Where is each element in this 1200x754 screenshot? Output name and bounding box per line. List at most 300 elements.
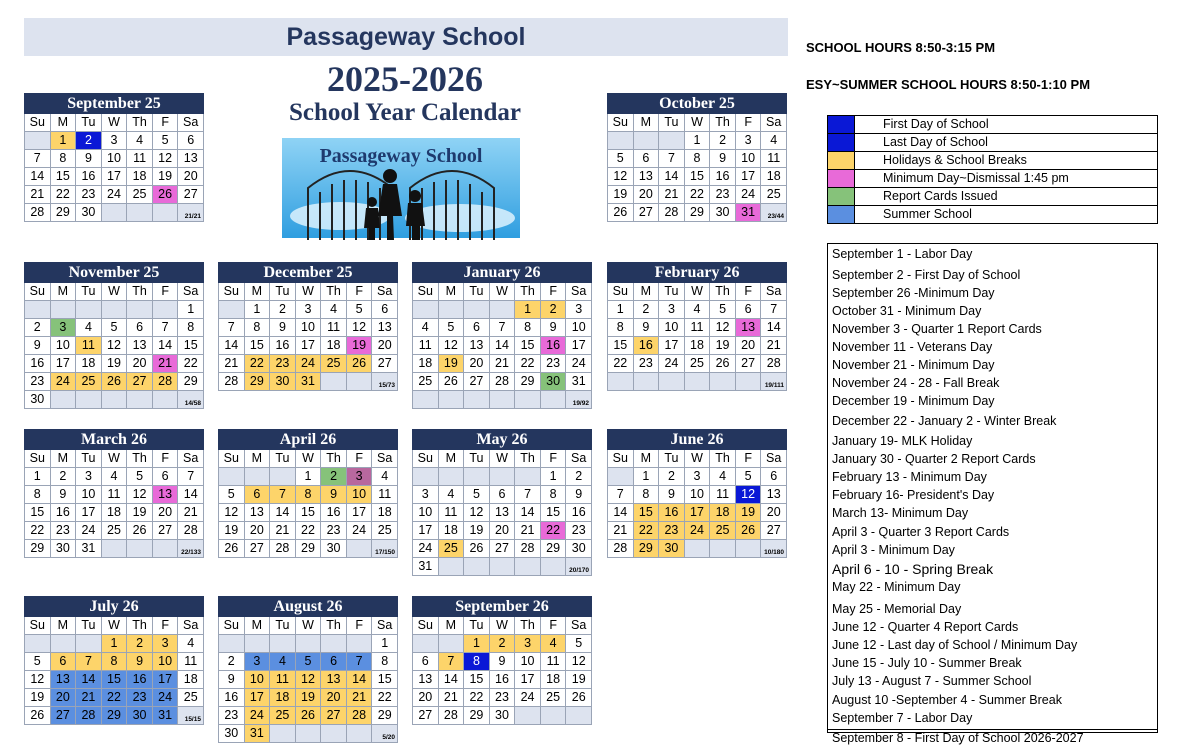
empty-cell: [710, 373, 735, 390]
day-count: 15/73: [378, 382, 395, 389]
weekday-header: W: [296, 450, 321, 467]
event-item: May 25 - Memorial Day: [832, 602, 962, 616]
day-cell: 25: [761, 186, 786, 203]
day-cell: 27: [321, 707, 346, 724]
empty-cell: [608, 373, 633, 390]
event-item: October 31 - Minimum Day: [832, 304, 982, 318]
empty-cell: [245, 468, 270, 485]
day-cell: 17: [245, 689, 270, 706]
school-name: Passageway School: [286, 22, 526, 51]
school-logo: [280, 136, 522, 244]
event-item: November 11 - Veterans Day: [832, 340, 993, 354]
empty-cell: [541, 707, 566, 724]
weekday-header: Su: [219, 617, 244, 634]
day-cell: 28: [270, 540, 295, 557]
day-cell: 13: [153, 486, 178, 503]
day-cell: 2: [76, 132, 101, 149]
event-item: June 15 - July 10 - Summer Break: [832, 656, 1022, 670]
school-hours: SCHOOL HOURS 8:50-3:15 PM: [806, 40, 996, 55]
day-cell: 14: [515, 504, 540, 521]
day-cell: 1: [372, 635, 397, 652]
weekday-header: Sa: [372, 617, 397, 634]
day-cell: 21: [347, 689, 372, 706]
day-cell: 12: [127, 486, 152, 503]
day-cell: 11: [761, 150, 786, 167]
day-cell: 29: [296, 540, 321, 557]
day-cell: 15: [178, 337, 203, 354]
empty-cell: [245, 635, 270, 652]
weekday-header: Th: [515, 450, 540, 467]
empty-cell: [541, 391, 566, 408]
day-count: 5/20: [382, 734, 395, 741]
weekday-header: M: [439, 617, 464, 634]
day-cell: 3: [245, 653, 270, 670]
day-cell: 24: [685, 522, 710, 539]
day-cell: 14: [219, 337, 244, 354]
day-cell: 19: [102, 355, 127, 372]
legend-label: Summer School: [883, 207, 972, 221]
day-cell: 16: [270, 337, 295, 354]
empty-cell: [490, 301, 515, 318]
day-cell: 19: [464, 522, 489, 539]
weekday-header: F: [541, 617, 566, 634]
day-cell: 19: [736, 504, 761, 521]
day-cell: 24: [296, 355, 321, 372]
day-cell: 20: [490, 522, 515, 539]
day-cell: 10: [51, 337, 76, 354]
legend-row: [828, 206, 1157, 223]
day-cell: 18: [102, 504, 127, 521]
weekday-header: Th: [515, 283, 540, 300]
day-cell: 7: [76, 653, 101, 670]
day-cell: 24: [515, 689, 540, 706]
month-grid: [24, 283, 204, 409]
legend-swatch: [828, 134, 855, 151]
day-cell: 2: [634, 301, 659, 318]
day-cell: 1: [245, 301, 270, 318]
empty-cell: [270, 468, 295, 485]
legend-row: [828, 152, 1157, 170]
day-cell: 30: [321, 540, 346, 557]
day-cell: 17: [153, 671, 178, 688]
empty-cell: [102, 391, 127, 408]
day-cell: 11: [413, 337, 438, 354]
day-cell: 21: [153, 355, 178, 372]
day-cell: 15: [51, 168, 76, 185]
weekday-header: Th: [710, 114, 735, 131]
empty-cell: [127, 391, 152, 408]
empty-cell: [413, 301, 438, 318]
day-cell: 16: [490, 671, 515, 688]
day-cell: 28: [490, 373, 515, 390]
day-cell: 2: [659, 468, 684, 485]
day-cell: 12: [736, 486, 761, 503]
event-item: May 22 - Minimum Day: [832, 580, 961, 594]
legend-swatch: [828, 188, 855, 205]
day-cell: 22: [178, 355, 203, 372]
event-item: September 8 - First Day of School 2026-2027: [832, 731, 1084, 745]
day-cell: 5: [102, 319, 127, 336]
day-cell: 17: [413, 522, 438, 539]
day-cell: 23: [634, 355, 659, 372]
weekday-header: Tu: [659, 283, 684, 300]
day-cell: 17: [296, 337, 321, 354]
day-cell: 16: [541, 337, 566, 354]
day-cell: 30: [566, 540, 591, 557]
event-item: September 1 - Labor Day: [832, 247, 973, 261]
day-cell: 3: [51, 319, 76, 336]
day-cell: 13: [464, 337, 489, 354]
day-cell: 24: [347, 522, 372, 539]
month-title: June 26: [607, 429, 787, 450]
day-cell: 26: [219, 540, 244, 557]
event-item: February 16- President's Day: [832, 488, 995, 502]
weekday-header: Th: [127, 114, 152, 131]
day-cell: 9: [321, 486, 346, 503]
day-cell: 26: [127, 522, 152, 539]
day-cell: 8: [608, 319, 633, 336]
day-cell: 19: [347, 337, 372, 354]
day-cell: 16: [566, 504, 591, 521]
weekday-header: F: [153, 283, 178, 300]
event-item: December 19 - Minimum Day: [832, 394, 995, 408]
weekday-header: W: [685, 114, 710, 131]
day-cell: 12: [566, 653, 591, 670]
empty-cell: [347, 635, 372, 652]
empty-cell: [321, 373, 346, 390]
day-cell: 3: [76, 468, 101, 485]
day-cell: 27: [736, 355, 761, 372]
empty-cell: [127, 301, 152, 318]
empty-cell: [347, 373, 372, 390]
day-cell: 22: [51, 186, 76, 203]
day-cell: 16: [25, 355, 50, 372]
day-cell: 5: [153, 132, 178, 149]
month-grid: [412, 450, 592, 576]
day-cell: 2: [566, 468, 591, 485]
empty-cell: [490, 468, 515, 485]
day-cell: 26: [736, 522, 761, 539]
empty-cell: [515, 391, 540, 408]
empty-cell: [608, 132, 633, 149]
day-cell: 3: [685, 468, 710, 485]
day-cell: 1: [515, 301, 540, 318]
day-cell: 19: [439, 355, 464, 372]
event-item: January 19- MLK Holiday: [832, 434, 973, 448]
day-cell: 23: [25, 373, 50, 390]
day-cell: 21: [659, 186, 684, 203]
empty-cell: [685, 373, 710, 390]
day-cell: 12: [347, 319, 372, 336]
day-cell: 14: [659, 168, 684, 185]
day-cell: 23: [270, 355, 295, 372]
month-grid: [412, 617, 592, 725]
day-cell: 13: [321, 671, 346, 688]
event-item: September 26 -Minimum Day: [832, 286, 995, 300]
day-cell: 25: [178, 689, 203, 706]
day-cell: 6: [127, 319, 152, 336]
weekday-header: Th: [127, 617, 152, 634]
weekday-header: Su: [25, 617, 50, 634]
day-cell: 13: [634, 168, 659, 185]
day-cell: 10: [566, 319, 591, 336]
weekday-header: W: [102, 114, 127, 131]
day-cell: 16: [321, 504, 346, 521]
month-8: [218, 429, 398, 558]
month-title: May 26: [412, 429, 592, 450]
day-cell: 20: [372, 337, 397, 354]
day-count: 22/133: [181, 549, 201, 556]
empty-cell: [178, 540, 203, 557]
day-cell: 22: [515, 355, 540, 372]
day-cell: 11: [372, 486, 397, 503]
day-count: 19/92: [572, 400, 589, 407]
empty-cell: [296, 635, 321, 652]
calendar-subtitle: School Year Calendar: [289, 99, 521, 126]
day-cell: 25: [541, 689, 566, 706]
weekday-header: Su: [25, 283, 50, 300]
weekday-header: F: [736, 450, 761, 467]
weekday-header: Sa: [178, 450, 203, 467]
legend-swatch: [828, 152, 855, 169]
legend: [827, 115, 1158, 224]
day-cell: 10: [102, 150, 127, 167]
month-title: October 25: [607, 93, 787, 114]
weekday-header: Su: [25, 114, 50, 131]
day-cell: 29: [245, 373, 270, 390]
day-cell: 13: [413, 671, 438, 688]
empty-cell: [270, 635, 295, 652]
day-cell: 10: [515, 653, 540, 670]
legend-row: [828, 188, 1157, 206]
empty-cell: [127, 204, 152, 221]
weekday-header: Tu: [464, 450, 489, 467]
empty-cell: [439, 635, 464, 652]
day-cell: 25: [127, 186, 152, 203]
weekday-header: F: [153, 114, 178, 131]
day-cell: 23: [490, 689, 515, 706]
day-cell: 16: [219, 689, 244, 706]
day-cell: 15: [515, 337, 540, 354]
weekday-header: Su: [413, 283, 438, 300]
empty-cell: [566, 558, 591, 575]
empty-cell: [541, 558, 566, 575]
weekday-header: W: [685, 450, 710, 467]
month-4: [218, 262, 398, 391]
day-cell: 8: [372, 653, 397, 670]
day-cell: 2: [541, 301, 566, 318]
day-cell: 28: [439, 707, 464, 724]
day-cell: 15: [634, 504, 659, 521]
weekday-header: Su: [608, 283, 633, 300]
day-cell: 9: [219, 671, 244, 688]
day-cell: 30: [490, 707, 515, 724]
day-cell: 3: [413, 486, 438, 503]
day-cell: 14: [761, 319, 786, 336]
event-item: November 24 - 28 - Fall Break: [832, 376, 1000, 390]
day-cell: 9: [270, 319, 295, 336]
day-cell: 18: [127, 168, 152, 185]
day-cell: 23: [659, 522, 684, 539]
day-cell: 27: [127, 373, 152, 390]
day-cell: 23: [51, 522, 76, 539]
weekday-header: M: [245, 617, 270, 634]
day-cell: 14: [178, 486, 203, 503]
day-count: 15/15: [184, 716, 201, 723]
month-title: February 26: [607, 262, 787, 283]
empty-cell: [439, 301, 464, 318]
day-cell: 5: [219, 486, 244, 503]
day-cell: 20: [321, 689, 346, 706]
day-cell: 24: [245, 707, 270, 724]
day-cell: 13: [245, 504, 270, 521]
day-cell: 1: [25, 468, 50, 485]
day-cell: 14: [347, 671, 372, 688]
day-cell: 12: [153, 150, 178, 167]
day-cell: 10: [245, 671, 270, 688]
day-cell: 17: [736, 168, 761, 185]
weekday-header: W: [685, 283, 710, 300]
day-cell: 20: [153, 504, 178, 521]
day-cell: 9: [76, 150, 101, 167]
day-cell: 29: [685, 204, 710, 221]
day-cell: 20: [178, 168, 203, 185]
day-cell: 16: [76, 168, 101, 185]
day-cell: 30: [219, 725, 244, 742]
day-cell: 21: [219, 355, 244, 372]
day-cell: 8: [25, 486, 50, 503]
day-cell: 12: [219, 504, 244, 521]
day-cell: 15: [245, 337, 270, 354]
empty-cell: [219, 301, 244, 318]
empty-cell: [178, 204, 203, 221]
day-cell: 23: [219, 707, 244, 724]
legend-label: Holidays & School Breaks: [883, 153, 1027, 167]
day-cell: 17: [51, 355, 76, 372]
day-cell: 6: [464, 319, 489, 336]
day-cell: 9: [710, 150, 735, 167]
weekday-header: Su: [25, 450, 50, 467]
empty-cell: [515, 468, 540, 485]
day-cell: 3: [296, 301, 321, 318]
day-cell: 20: [51, 689, 76, 706]
empty-cell: [296, 725, 321, 742]
day-cell: 30: [25, 391, 50, 408]
day-cell: 15: [608, 337, 633, 354]
legend-label: Last Day of School: [883, 135, 988, 149]
empty-cell: [710, 540, 735, 557]
legend-row: [828, 170, 1157, 188]
day-cell: 7: [608, 486, 633, 503]
day-cell: 28: [219, 373, 244, 390]
day-cell: 28: [178, 522, 203, 539]
month-grid: [607, 114, 787, 222]
weekday-header: W: [490, 617, 515, 634]
empty-cell: [219, 635, 244, 652]
event-item: June 12 - Last day of School / Minimum Day: [832, 638, 1078, 652]
day-cell: 18: [541, 671, 566, 688]
day-cell: 18: [372, 504, 397, 521]
month-10: [607, 429, 787, 558]
day-cell: 14: [153, 337, 178, 354]
day-cell: 8: [102, 653, 127, 670]
weekday-header: Th: [321, 617, 346, 634]
legend-label: Minimum Day~Dismissal 1:45 pm: [883, 171, 1069, 185]
weekday-header: Tu: [659, 450, 684, 467]
day-cell: 23: [127, 689, 152, 706]
month-grid: [607, 283, 787, 391]
weekday-header: Th: [127, 283, 152, 300]
day-cell: 17: [347, 504, 372, 521]
day-cell: 31: [76, 540, 101, 557]
day-cell: 25: [102, 522, 127, 539]
day-cell: 18: [761, 168, 786, 185]
weekday-header: Tu: [76, 617, 101, 634]
day-cell: 3: [659, 301, 684, 318]
day-cell: 12: [25, 671, 50, 688]
day-cell: 7: [347, 653, 372, 670]
day-cell: 1: [178, 301, 203, 318]
day-cell: 27: [490, 540, 515, 557]
day-cell: 4: [76, 319, 101, 336]
title-banner: [24, 18, 788, 56]
year-heading: 2025-2026: [327, 59, 483, 99]
empty-cell: [76, 391, 101, 408]
day-cell: 27: [153, 522, 178, 539]
empty-cell: [413, 468, 438, 485]
day-cell: 10: [685, 486, 710, 503]
day-cell: 18: [270, 689, 295, 706]
empty-cell: [25, 132, 50, 149]
day-cell: 30: [51, 540, 76, 557]
empty-cell: [178, 391, 203, 408]
weekday-header: W: [490, 283, 515, 300]
day-cell: 5: [347, 301, 372, 318]
legend-label: Report Cards Issued: [883, 189, 998, 203]
day-cell: 8: [515, 319, 540, 336]
day-cell: 19: [219, 522, 244, 539]
empty-cell: [25, 635, 50, 652]
legend-label: First Day of School: [883, 117, 989, 131]
day-cell: 18: [710, 504, 735, 521]
day-cell: 1: [296, 468, 321, 485]
empty-cell: [761, 540, 786, 557]
day-cell: 2: [127, 635, 152, 652]
day-cell: 3: [515, 635, 540, 652]
month-grid: [607, 450, 787, 558]
weekday-header: M: [51, 617, 76, 634]
day-cell: 6: [321, 653, 346, 670]
empty-cell: [153, 204, 178, 221]
day-cell: 29: [634, 540, 659, 557]
month-title: March 26: [24, 429, 204, 450]
empty-cell: [515, 558, 540, 575]
day-cell: 31: [736, 204, 761, 221]
empty-cell: [736, 373, 761, 390]
day-cell: 14: [439, 671, 464, 688]
day-cell: 25: [685, 355, 710, 372]
day-cell: 29: [464, 707, 489, 724]
day-cell: 13: [372, 319, 397, 336]
day-cell: 24: [102, 186, 127, 203]
day-cell: 1: [541, 468, 566, 485]
day-cell: 1: [634, 468, 659, 485]
weekday-header: Tu: [659, 114, 684, 131]
day-cell: 23: [76, 186, 101, 203]
day-cell: 8: [178, 319, 203, 336]
weekday-header: M: [439, 283, 464, 300]
day-cell: 8: [296, 486, 321, 503]
